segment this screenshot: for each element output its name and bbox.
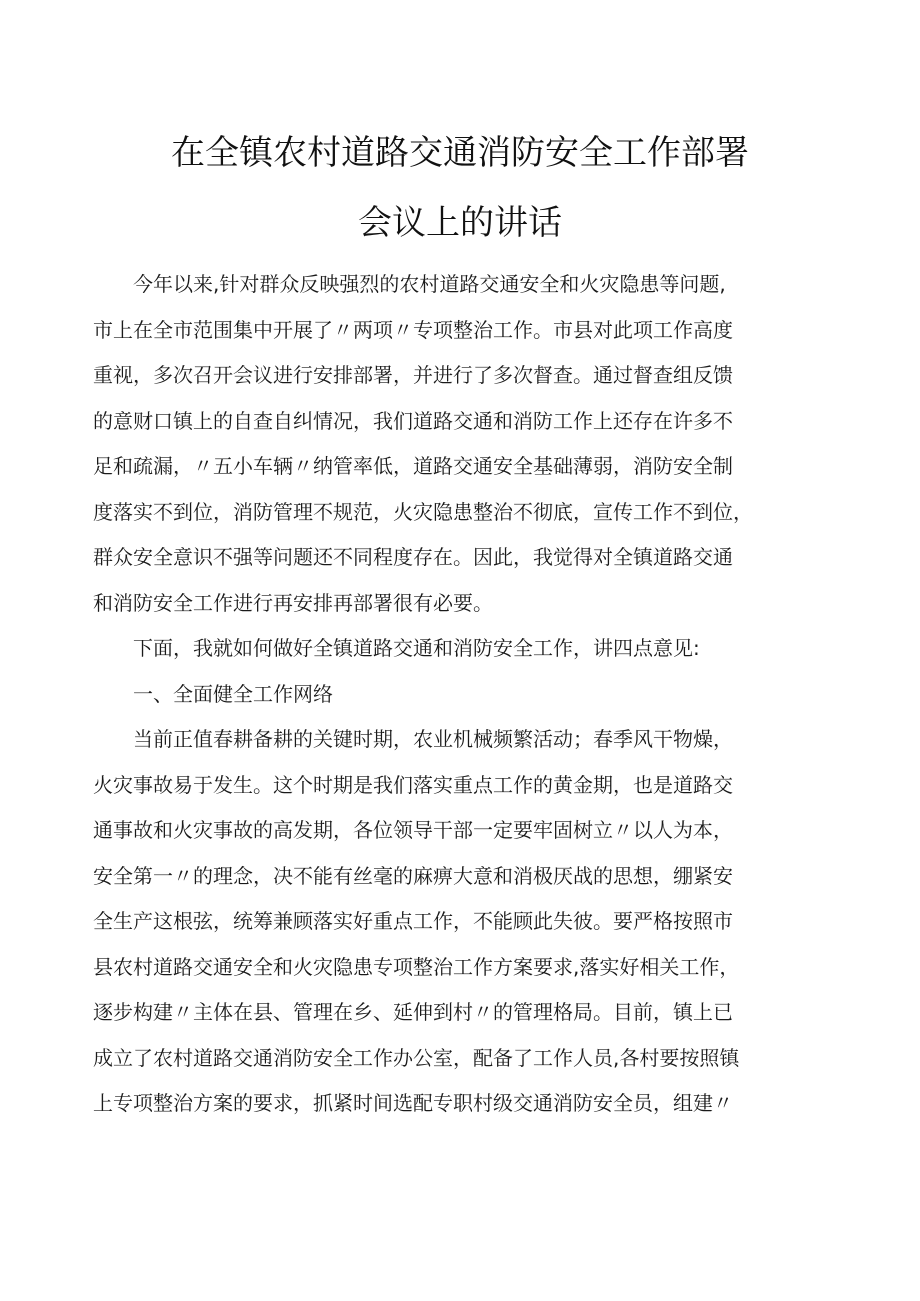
document-body	[93, 262, 803, 1127]
body-line: 上专项整治方案的要求，抓紧时间选配专职村级交通消防安全员，组建〃	[93, 1091, 733, 1115]
body-line: 足和疏漏，〃五小车辆〃纳管率低，道路交通安全基础薄弱，消防安全制	[93, 454, 733, 478]
body-line: 成立了农村道路交通消防安全工作办公室，配备了工作人员,各村要按照镇	[93, 1045, 740, 1070]
body-line: 通事故和火灾事故的高发期，各位领导干部一定要牢固树立〃以人为本，	[93, 818, 733, 842]
body-line: 今年以来,针对群众反映强烈的农村道路交通安全和火灾隐患等问题,	[133, 272, 726, 296]
body-line: 全生产这根弦，统筹兼顾落实好重点工作，不能顾此失彼。要严格按照市	[93, 909, 733, 933]
body-line: 群众安全意识不强等问题还不同程度存在。因此，我觉得对全镇道路交通	[93, 545, 733, 569]
document-title-line-2: 会议上的讲话	[358, 203, 562, 243]
body-line: 市上在全市范围集中开展了〃两项〃专项整治工作。市县对此项工作高度	[93, 317, 733, 342]
body-line: 县农村道路交通安全和火灾隐患专项整治工作方案要求,落实好相关工作，	[93, 954, 740, 979]
document-title-line-1: 在全镇农村道路交通消防安全工作部署	[171, 133, 749, 173]
body-line: 度落实不到位，消防管理不规范，火灾隐患整治不彻底，宣传工作不到位，	[93, 499, 753, 524]
body-line: 的意财口镇上的自查自纠情况，我们道路交通和消防工作上还存在许多不	[93, 408, 733, 433]
body-line: 火灾事故易于发生。这个时期是我们落实重点工作的黄金期，也是道路交	[93, 772, 733, 797]
body-line: 安全第一〃的理念，决不能有丝毫的麻痹大意和消极厌战的思想，绷紧安	[93, 863, 733, 888]
body-line: 和消防安全工作进行再安排再部署很有必要。	[93, 590, 493, 615]
body-line: 当前正值春耕备耕的关键时期，农业机械频繁活动；春季风干物燥，	[133, 727, 733, 751]
body-line: 下面，我就如何做好全镇道路交通和消防安全工作，讲四点意见:	[133, 636, 700, 660]
body-line: 逐步构建〃主体在县、管理在乡、延伸到村〃的管理格局。目前，镇上已	[93, 1000, 733, 1024]
body-line: 重视，多次召开会议进行安排部署，并进行了多次督查。通过督查组反馈	[93, 363, 733, 387]
section-heading: 一、全面健全工作网络	[133, 681, 333, 706]
